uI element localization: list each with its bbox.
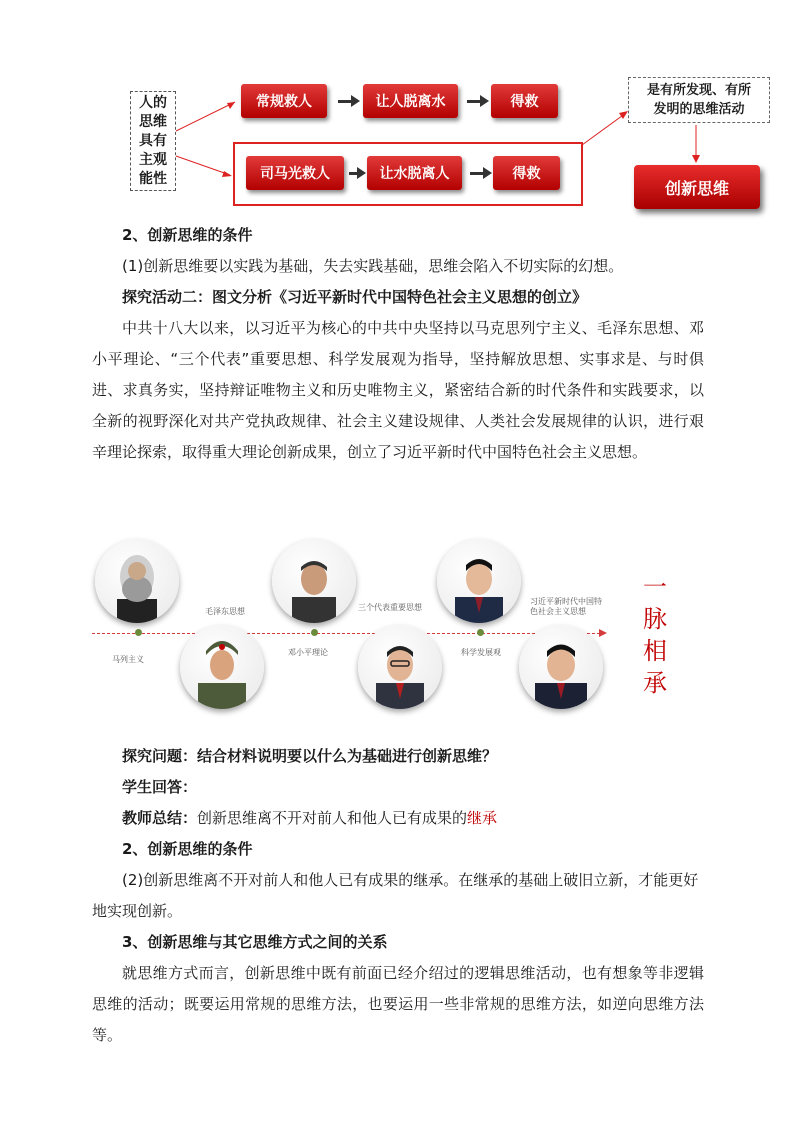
heading-condition-1: 2、创新思维的条件 — [122, 226, 253, 244]
left-concept-box — [130, 91, 176, 191]
left-box-line: 思维 — [139, 113, 167, 130]
portrait-mao — [180, 625, 264, 709]
left-box-line: 人的 — [139, 94, 167, 111]
heading-condition-2: 2、创新思维的条件 — [122, 840, 253, 858]
discovery-definition-box — [628, 77, 770, 123]
student-answer-label: 学生回答： — [122, 778, 198, 796]
remove-person-box: 让人脱离水 — [363, 84, 458, 118]
heading-relationship: 3、创新思维与其它思维方式之间的关系 — [122, 933, 388, 951]
label-xi-line: 习近平新时代中国特 — [530, 597, 602, 606]
label-three-represents: 三个代表重要思想 — [358, 603, 422, 612]
portrait-hu — [437, 539, 521, 623]
label-mao-thought: 毛泽东思想 — [205, 607, 245, 616]
innovative-thinking-box: 创新思维 — [634, 165, 760, 209]
label-deng-theory: 邓小平理论 — [288, 648, 328, 657]
timeline-dot — [311, 629, 318, 636]
timeline-dot — [477, 629, 484, 636]
arrow-right-icon — [338, 100, 352, 103]
body-paragraph: 中共十八大以来，以习近平为核心的中共中央坚持以马克思列宁主义、毛泽东思想、邓小平理论、“三个代表”重要思想、科学发展观为指导，坚持解放思想、实事求是、与时俱进、求真务实，坚持辩证唯物主义和历史唯物主义，紧密结合新的时代条件和实践要求，以全新的视野深化对共产党执政规律、社会主义建设规律、人类社会发展规律的认识，进行艰辛理论探索，取得重大理论创新成果，创立了习近平新时代中国特色社会主义思想。 — [92, 319, 704, 461]
arrow-right-icon — [467, 100, 481, 103]
timeline-dot — [135, 629, 142, 636]
teacher-summary-text: 创新思维离不开对前人和他人已有成果的 — [197, 809, 468, 827]
discovery-line: 是有所发现、有所 — [646, 83, 751, 98]
label-marxism-leninism: 马列主义 — [112, 655, 144, 664]
condition-2-text: (2)创新思维离不开对前人和他人已有成果的继承。在继承的基础上破旧立新，才能更好地实现创新。 — [92, 871, 699, 920]
left-box-line: 能性 — [139, 170, 167, 187]
label-xi-line: 色社会主义思想 — [530, 607, 586, 616]
vertical-char: 一 — [643, 573, 667, 601]
saved-box-1: 得救 — [491, 84, 558, 118]
left-box-line: 主观 — [139, 151, 167, 168]
condition-1-text: (1)创新思维要以实践为基础，失去实践基础，思维会陷入不切实际的幻想。 — [122, 257, 624, 275]
portrait-jiang — [358, 625, 442, 709]
question-heading: 探究问题：结合材料说明要以什么为基础进行创新思维？ — [122, 747, 498, 765]
relationship-text: 就思维方式而言，创新思维中既有前面已经介绍过的逻辑思维活动，也有想象等非逻辑思维的活动；既要运用常规的思维方法，也要运用一些非常规的思维方法，如逆向思维方法等。 — [92, 964, 704, 1044]
teacher-summary-label: 教师总结： — [122, 809, 198, 827]
portrait-xi — [519, 625, 603, 709]
label-xi-thought — [530, 597, 602, 617]
summary-keyword: 继承 — [467, 809, 498, 827]
vertical-char: 脉 — [643, 605, 667, 633]
remove-water-box: 让水脱离人 — [367, 156, 462, 190]
left-box-line: 具有 — [139, 132, 167, 149]
teacher-summary — [92, 803, 704, 834]
portrait-deng — [272, 539, 356, 623]
theory-timeline — [92, 533, 704, 733]
portrait-marx — [95, 539, 179, 623]
label-scientific-outlook: 科学发展观 — [461, 648, 501, 657]
saved-box-2: 得救 — [493, 156, 560, 190]
sima-guang-rescue-box: 司马光救人 — [246, 156, 344, 190]
continuity-vertical-text — [640, 571, 670, 699]
discovery-line: 发明的思维活动 — [653, 102, 745, 117]
arrow-right-icon — [349, 172, 358, 175]
conventional-rescue-box: 常规救人 — [241, 84, 327, 118]
vertical-char: 承 — [643, 669, 667, 697]
vertical-char: 相 — [643, 637, 667, 665]
activity-heading: 探究活动二：图文分析《习近平新时代中国特色社会主义思想的创立》 — [122, 288, 588, 306]
arrow-right-icon — [470, 172, 484, 175]
innovation-thinking-diagram — [120, 73, 770, 215]
